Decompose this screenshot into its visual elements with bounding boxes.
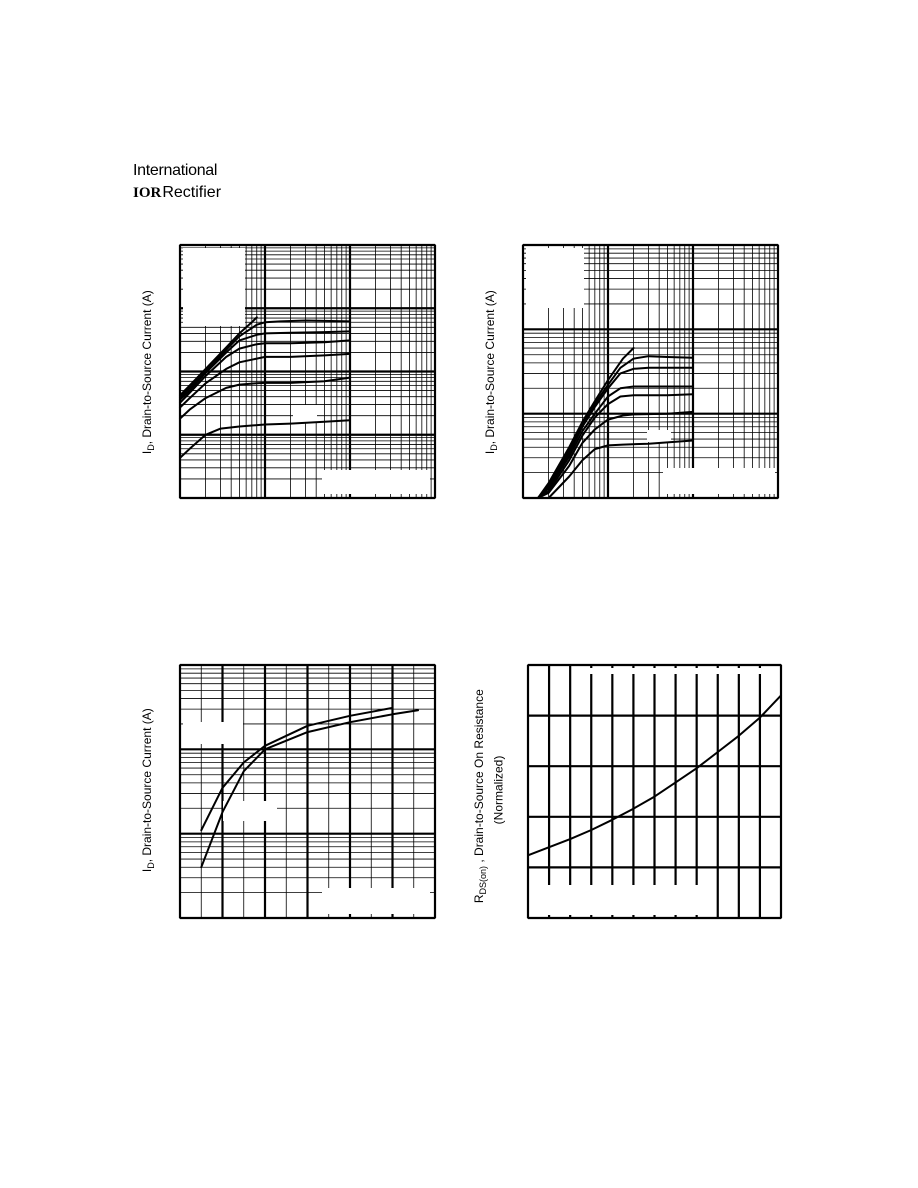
label-mask xyxy=(322,470,430,494)
chart-3-grid xyxy=(180,665,435,918)
label-mask xyxy=(663,468,775,494)
label-mask xyxy=(183,722,243,744)
chart3-ylabel: $I_D$, Drain-to-Source Current (A) xyxy=(139,708,157,873)
label-mask xyxy=(647,430,671,442)
chart4-ylabel-line2: (Normalized) xyxy=(490,755,505,825)
chart-2 xyxy=(523,245,778,498)
chart4-ylabel: $R_{DS(on)}$ , Drain-to-Source On Resistance xyxy=(471,689,489,904)
chart1-ylabel: $I_D$, Drain-to-Source Current (A) xyxy=(139,290,157,455)
chart-1 xyxy=(180,245,435,498)
chart-4 xyxy=(528,665,781,918)
chart-3 xyxy=(180,665,435,918)
logo-line2-text: Rectifier xyxy=(162,184,222,201)
label-mask xyxy=(581,668,761,674)
label-mask xyxy=(183,248,245,326)
chart2-ylabel: $I_D$, Drain-to-Source Current (A) xyxy=(482,290,500,455)
logo-line1: International xyxy=(133,162,218,179)
logo-ior: IOR xyxy=(133,185,162,201)
label-mask xyxy=(531,668,541,678)
label-mask xyxy=(322,888,430,914)
label-mask xyxy=(531,885,711,915)
chart-4-grid xyxy=(528,665,781,918)
label-mask xyxy=(293,405,317,423)
label-mask xyxy=(526,248,584,308)
label-mask xyxy=(223,801,277,821)
